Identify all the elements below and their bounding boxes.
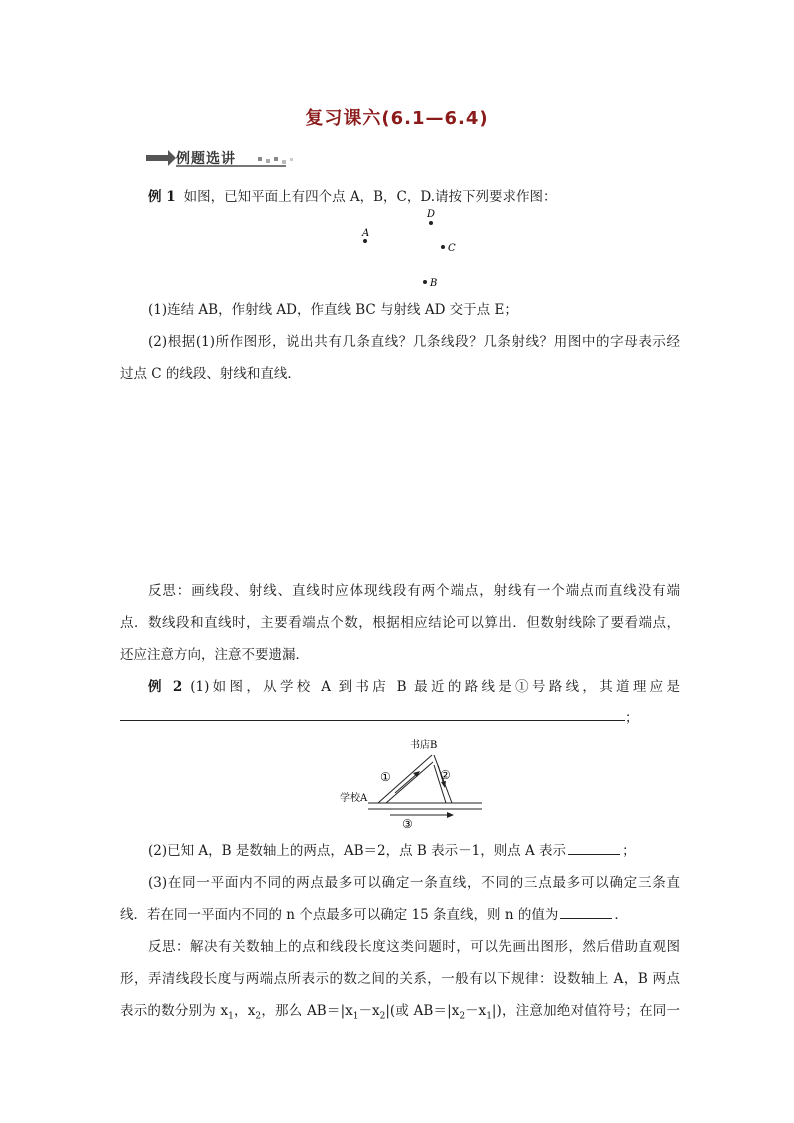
route2-label: ② <box>440 768 451 782</box>
reflect2-line3: 表示的数分别为 $x_1$，$x_2$，那么 $AB=|x_1-x_2|$(或 $AB=|x_2-x_1|$)，注意加绝对值符号；在同一 <box>120 1003 680 1022</box>
label-d: D <box>427 209 436 220</box>
ex2-label: 例 2 <box>148 679 183 695</box>
reflect1-line2: 点．数线段和直线时，主要看端点个数，根据相应结论可以算出．但数射线除了要看端点， <box>120 615 680 631</box>
ex2-q2-after: ； <box>622 843 636 859</box>
ex2-q2-answer-blank[interactable] <box>568 842 620 855</box>
ex2-route-figure <box>340 735 490 830</box>
section-banner <box>146 147 306 169</box>
ex2-q3-before: 线．若在同一平面内不同的 n 个点最多可以确定 15 条直线，则 n 的值为 <box>120 907 559 923</box>
route1-label: ① <box>380 770 391 784</box>
ex2-question-3-line2 <box>120 905 680 925</box>
point-c <box>441 245 445 249</box>
point-b <box>423 280 427 284</box>
school-label: 学校A <box>340 793 368 804</box>
ex2-q1-text: (1)如图，从学校 A 到书店 B 最近的路线是①号路线，其道理应是 <box>190 679 680 695</box>
ex2-q2-before: (2)已知 A，B 是数轴上的两点，AB＝2，点 B 表示－1，则点 A 表示 <box>148 843 567 859</box>
ex1-question-1: (1)连结 AB，作射线 AD，作直线 BC 与射线 AD 交于点 E； <box>148 302 518 318</box>
ex2-q3-after: ． <box>614 907 628 923</box>
ex2-q1-end: ； <box>625 710 639 726</box>
ex2-question-3-line1: (3)在同一平面内不同的两点最多可以确定一条直线，不同的三点最多可以确定三条直 <box>148 875 680 891</box>
ex2-question-1 <box>148 677 680 697</box>
bookstore-label: 书店B <box>410 740 438 751</box>
reflect1-line1: 反思：画线段、射线、直线时应体现线段有两个端点，射线有一个端点而直线没有端 <box>148 583 680 599</box>
point-a <box>363 239 367 243</box>
ex1-points-figure <box>355 205 465 295</box>
page-title: 复习课六(6.1—6.4) <box>305 108 489 129</box>
reflect1-line3: 还应注意方向，注意不要遗漏． <box>120 647 309 663</box>
ex1-question-2-line1: (2)根据(1)所作图形，说出共有几条直线？几条线段？几条射线？用图中的字母表示经 <box>148 334 680 350</box>
ex2-q1-answer-blank[interactable] <box>120 720 625 721</box>
ex1-statement <box>148 187 680 207</box>
ex2-question-2 <box>148 841 680 861</box>
route3-label: ③ <box>402 817 413 830</box>
label-b: B <box>430 278 438 289</box>
ex2-q3-answer-blank[interactable] <box>560 906 612 919</box>
point-d <box>429 221 433 225</box>
label-a: A <box>362 228 370 239</box>
ex1-question-2-line2: 过点 C 的线段、射线和直线． <box>120 366 301 382</box>
label-c: C <box>448 243 456 254</box>
reflect2-line1: 反思：解决有关数轴上的点和线段长度这类问题时，可以先画出图形，然后借助直观图 <box>148 939 680 955</box>
ex1-label: 例 1 <box>148 189 176 205</box>
ex1-text: 如图，已知平面上有四个点 A，B，C，D.请按下列要求作图： <box>183 189 557 205</box>
section-banner-label: 例题选讲 <box>176 151 236 167</box>
reflect2-line2: 形，弄清线段长度与两端点所表示的数之间的关系，一般有以下规律：设数轴上 A，B 两点 <box>120 971 680 987</box>
